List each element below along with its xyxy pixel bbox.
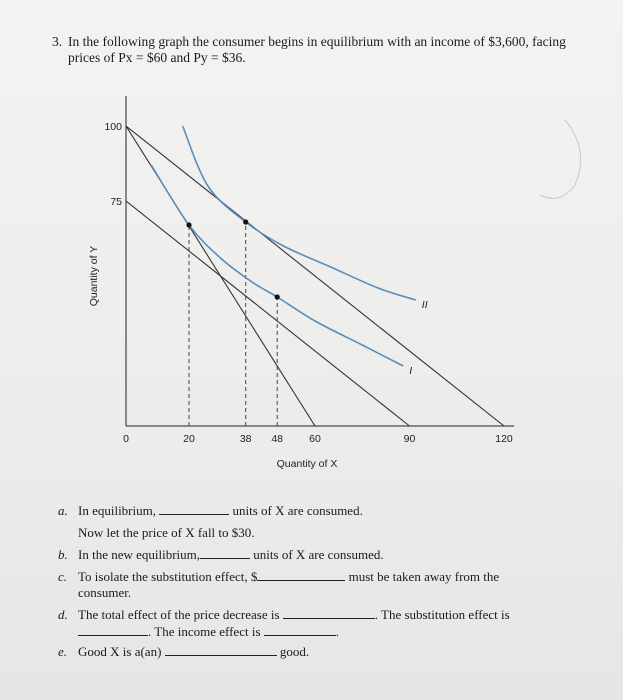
y-tick-label: 100 xyxy=(104,121,122,133)
part-d-line2-post: . The income effect is xyxy=(148,624,261,639)
part-e-pre: Good X is a(an) xyxy=(78,644,162,659)
part-d-line2 xyxy=(58,623,510,640)
part-d-post: . The substitution effect is xyxy=(374,607,510,622)
equilibrium-point xyxy=(186,222,191,227)
y-axis-label: Quantity of Y xyxy=(88,245,100,307)
part-d-letter: d. xyxy=(58,607,68,622)
part-e xyxy=(58,643,309,660)
part-d-line2-end: . xyxy=(335,624,340,639)
part-a-post: units of X are consumed. xyxy=(232,503,363,518)
indifference-curve xyxy=(151,165,403,366)
x-tick-label: 120 xyxy=(495,433,513,445)
part-c xyxy=(58,568,499,601)
part-d xyxy=(58,606,510,640)
indifference-curve-label: II xyxy=(421,299,428,311)
part-a-letter: a. xyxy=(58,503,68,518)
part-a-blank[interactable] xyxy=(159,502,229,515)
indifference-curves xyxy=(151,126,428,377)
part-d-pre: The total effect of the price decrease is xyxy=(78,607,280,622)
budget-lines xyxy=(126,126,504,426)
budget-line xyxy=(126,201,413,426)
y-tick-label: 75 xyxy=(110,196,122,208)
part-b-blank[interactable] xyxy=(200,546,250,559)
part-c-line2: consumer. xyxy=(78,585,132,600)
part-c-post: must be taken away from the xyxy=(348,569,500,584)
margin-pencil-mark xyxy=(540,120,581,198)
part-d-blank-income[interactable] xyxy=(264,623,336,636)
question-text-line1: In the following graph the consumer begins in equilibrium with an income of $3,600, facing xyxy=(68,34,566,49)
x-tick-label: 20 xyxy=(183,433,195,445)
part-c-blank[interactable] xyxy=(257,568,345,581)
part-c-letter: c. xyxy=(58,569,68,584)
x-tick-label: 38 xyxy=(239,433,252,445)
part-b-post: units of X are consumed. xyxy=(253,547,384,562)
x-tick-label: 48 xyxy=(271,433,284,445)
part-b-pre: In the new equilibrium, xyxy=(78,547,201,562)
indifference-curve-label: I xyxy=(409,365,413,377)
part-a-next: Now let the price of X fall to $30. xyxy=(78,525,255,540)
part-c-pre: To isolate the substitution effect, $ xyxy=(78,569,258,584)
part-d-blank-substitution[interactable] xyxy=(78,623,148,636)
x-tick-label: 0 xyxy=(123,433,129,445)
x-tick-label: 90 xyxy=(403,433,416,445)
tick-labels xyxy=(104,121,512,445)
chart-axes xyxy=(126,96,514,426)
part-b xyxy=(58,546,384,563)
dashed-guides xyxy=(189,222,277,426)
part-e-blank[interactable] xyxy=(165,643,277,656)
part-a xyxy=(58,502,363,541)
question-number: 3. xyxy=(52,34,63,49)
part-d-blank-total[interactable] xyxy=(283,606,375,619)
equilibrium-point xyxy=(275,294,280,299)
x-tick-label: 60 xyxy=(309,433,321,445)
x-axis-label: Quantity of X xyxy=(276,458,338,470)
equilibrium-point xyxy=(243,219,248,224)
budget-line xyxy=(126,126,504,426)
part-b-letter: b. xyxy=(58,547,68,562)
part-e-post: good. xyxy=(279,644,310,659)
part-a-pre: In equilibrium, xyxy=(78,503,156,518)
part-e-letter: e. xyxy=(58,644,68,659)
question-text-line2: prices of Px = $60 and Py = $36. xyxy=(68,50,246,65)
